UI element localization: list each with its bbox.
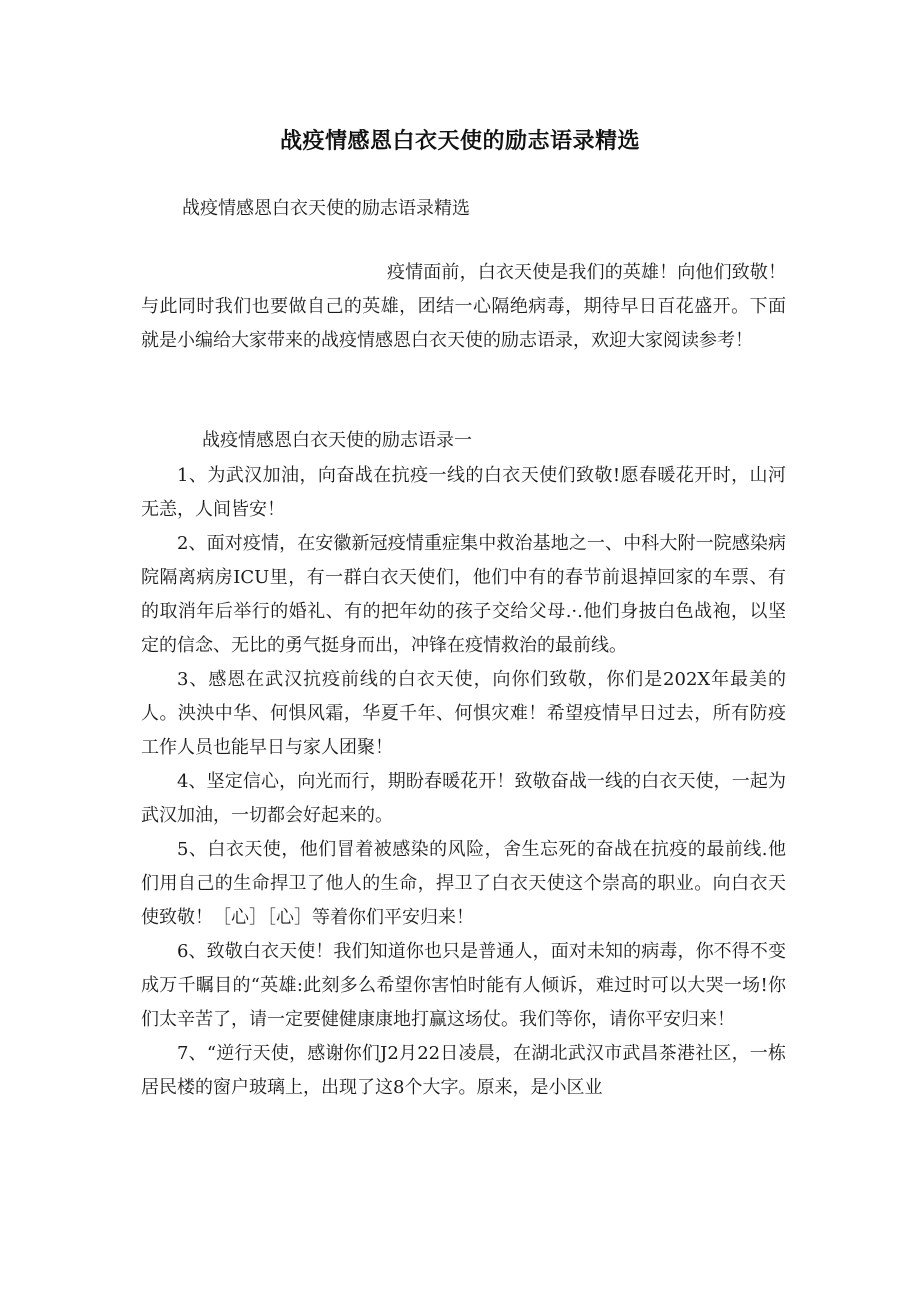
- quote-item-6: 6、致敬白衣天使！我们知道你也只是普通人，面对未知的病毒，你不得不变成万千瞩目的“英雄:此刻多么希望你害怕时能有人倾诉，难过时可以大哭一场!你们太辛苦了，请一定要健健康康地打赢这场仗。我们等你，请你平安归来！: [141, 941, 786, 1030]
- quote-item-4: 4、坚定信心，向光而行，期盼春暖花开！致敬奋战一线的白衣天使，一起为武汉加油，一切都会好起来的。: [141, 771, 786, 826]
- quote-item-7: 7、“逆行天使，感谢你们J2月22日凌晨，在湖北武汉市武昌茶港社区，一栋居民楼的窗户玻璃上，出现了这8个大字。原来，是小区业: [141, 1043, 786, 1098]
- quote-item-2: 2、面对疫情，在安徽新冠疫情重症集中救治基地之一、中科大附一院感染病院隔离病房ICU里，有一群白衣天使们，他们中有的春节前退掉回家的车票、有的取消年后举行的婚礼、有的把年幼的孩子交给父母.·.他们身披白色战袍，以坚定的信念、无比的勇气挺身而出，冲锋在疫情救治的最前线。: [141, 533, 786, 656]
- section-heading: 战疫情感恩白衣天使的励志语录一: [202, 430, 472, 451]
- document-subtitle: 战疫情感恩白衣天使的励志语录精选: [182, 198, 470, 219]
- intro-paragraph: [141, 256, 786, 358]
- document-title: 战疫情感恩白衣天使的励志语录精选: [279, 129, 640, 154]
- quote-item-5: 5、白衣天使，他们冒着被感染的风险，舍生忘死的奋战在抗疫的最前线.他们用自己的生命捍卫了他人的生命，捍卫了白衣天使这个崇高的职业。向白衣天使致敬！［心］［心］等着你们平安归来！: [141, 839, 786, 928]
- quote-list: [141, 459, 786, 1105]
- quote-item-1: 1、为武汉加油，向奋战在抗疫一线的白衣天使们致敬!愿春暖花开时，山河无恙，人间皆安！: [141, 465, 786, 520]
- quote-item-3: 3、感恩在武汉抗疫前线的白衣天使，向你们致敬，你们是202X年最美的人。泱泱中华、何惧风霜，华夏千年、何惧灾难！希望疫情早日过去，所有防疫工作人员也能早日与家人团聚！: [141, 669, 786, 758]
- intro-text: 疫情面前，白衣天使是我们的英雄！向他们致敬！与此同时我们也要做自己的英雄，团结一心隔绝病毒，期待早日百花盛开。下面就是小编给大家带来的战疫情感恩白衣天使的励志语录，欢迎大家阅读参考！: [141, 262, 786, 351]
